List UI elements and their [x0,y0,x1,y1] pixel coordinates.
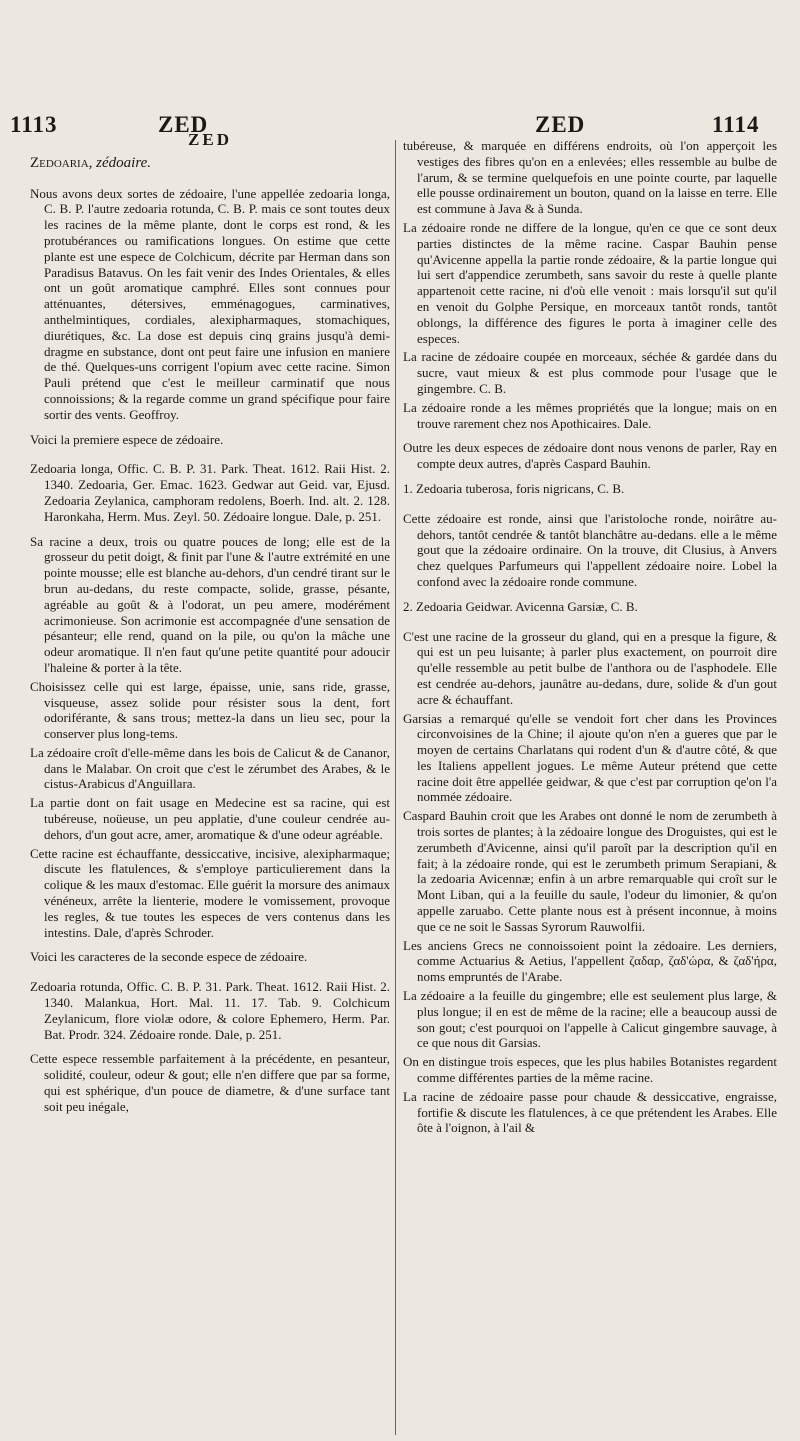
left-page-number: 1113 [10,112,58,137]
right-paragraph-8: 2. Zedoaria Geidwar. Avicenna Garsiæ, C. B. [403,598,638,614]
entry-heading-rest: , zédoaire. [88,154,152,171]
paragraph-10: Zedoaria rotunda, Offic. C. B. P. 31. Park. Theat. 1612. Raii Hist. 2. 1340. Malankua, Hort. Mal. 11. 17. Tab. 9. Colchicum Zeylanicum, flore violæ odore, & colore Ephemero, Herm. Par. Bat. Prodr. 324. Zédoaire ronde. Dale, p. 251. [30,979,390,1042]
left-column [30,132,390,1441]
paragraph-11: Cette espece ressemble parfaitement à la précédente, en pesanteur, solidité, couleur, odeur & gout; elle n'en differe que par sa forme, qui est sphérique, d'un pouce de diametre, & d'une surface tant soit peu inégale, [30,1051,390,1114]
right-paragraph-9: C'est une racine de la grosseur du gland, qui en a presque la figure, & qui est un peu luisante; à parler plus exactement, on pourroit dire qu'elle ressemble au petit bulbe de l'anthora ou de l'asphodele. Elle est cendrée au-dehors, jaunâtre au-dedans, dure, solide & d'un gout acre & échauffant. [403,628,777,707]
right-paragraph-4: La zédoaire ronde a les mêmes propriétés que la longue; mais on en trouve rarement chez nos Apothicaires. Dale. [403,399,777,431]
paragraph-1: Nous avons deux sortes de zédoaire, l'une appellée zedoaria longa, C. B. P. l'autre zedoaria rotunda, C. B. P. mais ce sont toutes deux les racines de la même plante, dont le corps est rond, & les protubérances ou ramifications longues. On estime que cette plante est une espece de Colchicum, décrite par Herman dans son Paradisus Batavus. On les fait venir des Indes Orientales, & elles ont un goût aromatique camphré. Elles sont connues pour atténuantes, détersives, emménagogues, carminatives, anthelmintiques, cordiales, alexipharmaques, stomachiques, diurétiques, &c. La dose est depuis cinq grains jusqu'à demi-dragme en substance, dont ont peut faire une infusion en maniere de thé. Quelques-uns corrigent l'opium avec cette racine. Simon Pauli prétend que c'est le meilleur carminatif que nous connoissions; & la regarde comme un grand spécifique pour faire sortir des vents. Geoffroy. [30,185,390,422]
right-paragraph-12: Les anciens Grecs ne connoissoient point la zédoaire. Les derniers, comme Actuarius & Aetius, l'appellent ζαδαρ, ζαδ'ώρα, & ζαδ'ήρα, noms empruntés de l'Arabe. [403,937,777,985]
paragraph-7: La partie dont on fait usage en Medecine est sa racine, qui est tubéreuse, noüeuse, un peu applatie, d'une couleur cendrée au-dehors, d'un gout acre, amer, aromatique & d'une odeur agréable. [30,795,390,842]
paragraph-8: Cette racine est échauffante, dessiccative, incisive, alexipharmaque; discute les flatulences, & s'employe particulierement dans la colique & les maux d'estomac. Elle guérit la morsure des animaux vénéneux, arrête la lienterie, modere le vomissement, provoque les regles, & tue toutes les especes de vers contenus dans les intestins. Dale, d'après Schroder. [30,845,390,940]
right-paragraph-2: La zédoaire ronde ne differe de la longue, qu'en ce que ce sont deux parties distinctes de la même racine. Caspar Bauhin pense qu'Avicenne appella la partie ronde zédoaire, & la partie longue qui lui sert d'appendice zerumbeth, sans savoir du reste à quelle plante appartenoit cette racine, ni d'où elle venoit : mais lorsqu'il sut qu'il en venoit du Golphe Persique, en morceaux tantôt ronds, tantôt oblongs, la différence des figures le porta à imaginer celle des especes. [403,219,777,346]
paragraph-4: Sa racine a deux, trois ou quatre pouces de long; elle est de la grosseur du petit doigt, & finit par l'une & l'autre extrémité en une pointe mousse; elle est blanche au-dehors, d'un cendré tirant sur le brun au-dedans, du reste compacte, solide, grasse, pésante, agréable au goût & à l'odorat, un peu amere, modérément acrimonieuse. Son acrimonie est accompagnée d'une sensation de pésanteur; elle rend, quand on la pile, ou qu'on la mâche une odeur aromatique. Il n'en faut qu'une petite quantité pour adoucir l'haleine & porter à la tête. [30,533,390,675]
entry-heading [30,156,390,172]
paragraph-6: La zédoaire croît d'elle-même dans les bois de Calicut & de Cananor, dans le Malabar. On croit que c'est le zérumbet des Arabes, & le cistus-Arabicus d'Anguillara. [30,744,390,792]
right-running-head: ZED [535,112,586,137]
right-paragraph-10: Garsias a remarqué qu'elle se vendoit fort cher dans les Provinces circonvoisines de la Chine; il ajoute qu'on n'en a gueres que par le moyen de certains Charlatans qui rodent d'un & d'autre côté, & que les Italiens appellent jogues. Le même Auteur prétend que cette racine doit être appellée geidwar, & que c'est par corruption qe'on l'a nommée zédoaire. [403,710,777,805]
right-paragraph-6: 1. Zedoaria tuberosa, foris nigricans, C. B. [403,480,625,496]
paragraph-3: Zedoaria longa, Offic. C. B. P. 31. Park. Theat. 1612. Raii Hist. 2. 1340. Zedoaria, Ger. Emac. 1623. Gedwar aut Geid. var, Ejusd. Zedoaria Zeylanica, camphoram redolens, Boerh. Ind. alt. 2. 128. Haronkaha, Herm. Mus. Zeyl. 50. Zédoaire longue. Dale, p. 251. [30,461,390,524]
right-page-number: 1114 [712,112,760,137]
right-paragraph-7: Cette zédoaire est ronde, ainsi que l'aristoloche ronde, noirâtre au-dehors, tantôt cendrée & tantôt blanchâtre au-dedans. elle a le même gout que la zédoaire ordinaire. On la trouve, dit Clusius, à Anvers chez quelques Parfumeurs qui l'appellent zédoaire noire. Lobel la confond avec la zédoaire ronde commune. [403,510,777,589]
right-paragraph-1: tubéreuse, & marquée en différens endroits, où l'on apperçoit les vestiges des fibres qu'on en a enlevées; elles ressemble au bulbe de l'arum, & se termine quelquefois en une pointe courte, par laquelle elle pousse ordinairement un bouton, quand on la laisse en terre. Elle est commune à Java & à Sunda. [403,138,777,217]
right-paragraph-13: La zédoaire a la feuille du gingembre; elle est seulement plus large, & plus longue; il en est de même de la racine; elle a beaucoup aussi de son gout; c'est pourquoi on l'appelle à Calicut gingembre sauvage, à ce que nous dit Garsias. [403,988,777,1051]
right-paragraph-11: Caspard Bauhin croit que les Arabes ont donné le nom de zerumbeth à trois sortes de plantes; à la zédoaire longue des Droguistes, qui est le zerumbeth d'Avicenne, ainsi qu'il paroît par la description qu'il en fait; à la zédoaire ronde, qui est le zerumbeth primum Serapiani, & la zedoaria Avicennæ; enfin à un arbre remarquable qui croît sur le Mont Liban, qui a la feuille du saule, l'odeur du limonier, & qu'on appelle zaruabo. Cette plante nous est à présent inconnue, à moins que ce ne soit le Sassas Syrorum Rauwolfii. [403,808,777,934]
paragraph-5: Choisissez celle qui est large, épaisse, unie, sans ride, grasse, visqueuse, assez solide pour résister sous la dent, fort odoriférante, & sans trous; mettez-la dans un lieu sec, pour la conserver plus long-tems. [30,678,390,742]
entry-heading-word: Zedoaria [30,154,89,171]
right-paragraph-14: On en distingue trois especes, que les plus habiles Botanistes regardent comme différentes parties de la même racine. [403,1054,777,1086]
right-paragraph-5: Outre les deux especes de zédoaire dont nous venons de parler, Ray en compte deux autres, d'après Caspard Bauhin. [403,440,777,472]
paragraph-9: Voici les caracteres de la seconde espece de zédoaire. [30,949,308,965]
right-column [403,138,777,1441]
section-title: ZED [188,130,232,149]
right-paragraph-3: La racine de zédoaire coupée en morceaux, séchée & gardée dans du sucre, vaut mieux & est plus commode pour l'usage que le gingembre. C. B. [403,349,777,396]
left-running-head: ZED [158,112,209,137]
right-paragraph-15: La racine de zédoaire passe pour chaude & dessiccative, engraisse, fortifie & discute les flatulences, à ce que prétendent les Arabes. Elle ôte à l'oignon, à l'ail & [403,1088,777,1136]
paragraph-2: Voici la premiere espece de zédoaire. [30,431,224,447]
column-divider [395,140,396,1435]
